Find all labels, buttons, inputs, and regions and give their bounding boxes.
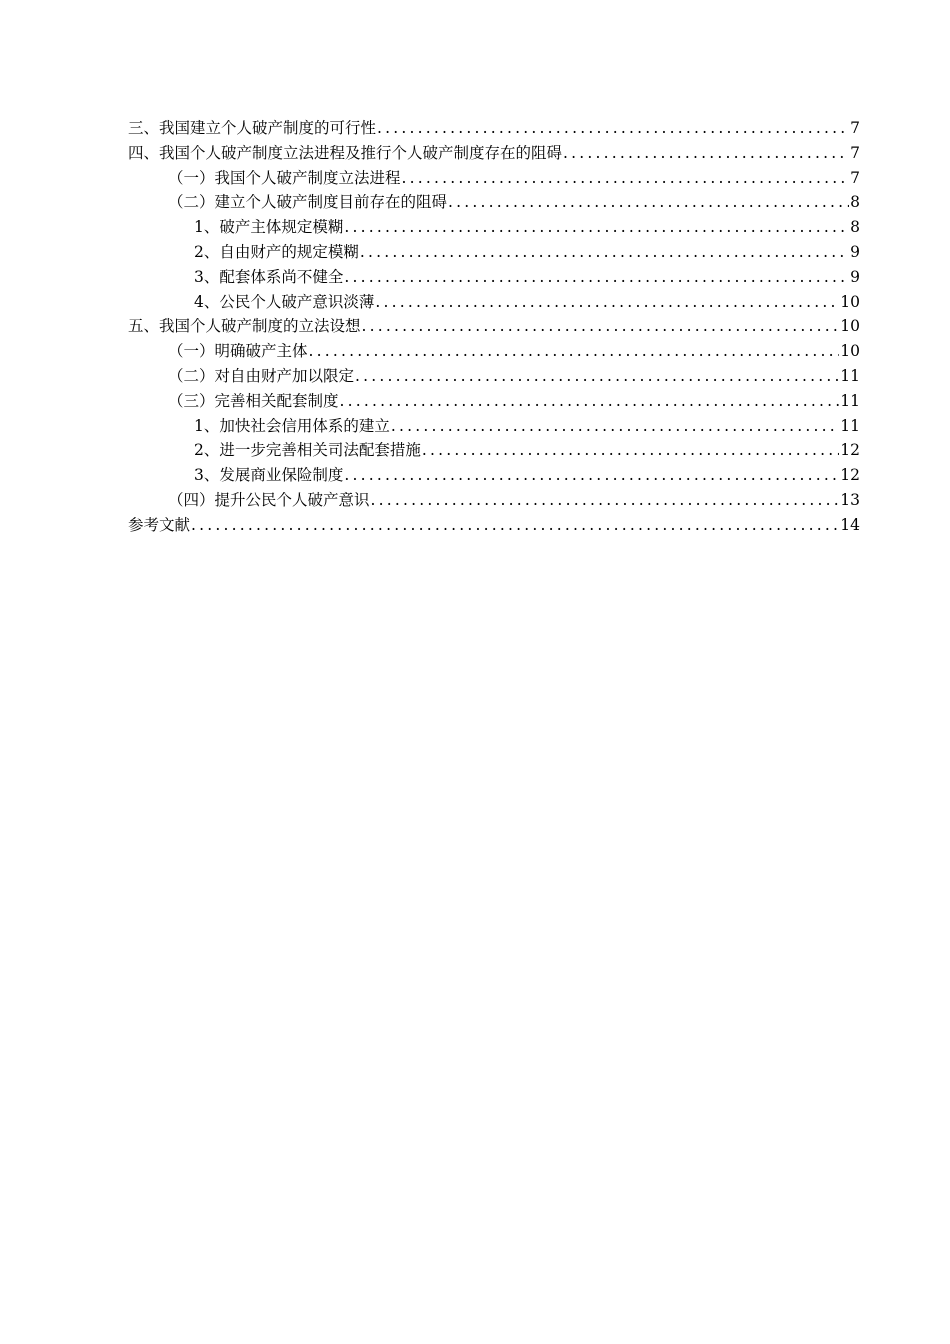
toc-entry-title: 1、加快社会信用体系的建立 — [194, 416, 390, 435]
toc-dot-leader — [309, 339, 840, 364]
toc-dot-leader — [422, 438, 839, 463]
toc-page-number: 7 — [850, 119, 860, 137]
toc-page-number: 10 — [840, 317, 860, 336]
toc-entry-title: （三）完善相关配套制度 — [168, 391, 339, 410]
toc-dot-leader — [360, 240, 849, 265]
toc-entry[interactable] — [128, 215, 860, 240]
toc-page-number: 8 — [850, 218, 860, 237]
toc-entry[interactable] — [128, 190, 860, 215]
toc-entry[interactable] — [128, 389, 860, 414]
toc-entry[interactable] — [128, 116, 860, 141]
toc-dot-leader — [344, 463, 839, 488]
toc-entry[interactable] — [128, 488, 860, 513]
toc-entry-title: 三、我国建立个人破产制度的可行性 — [128, 119, 377, 137]
toc-page-number: 12 — [840, 466, 860, 485]
toc-entry[interactable] — [128, 339, 860, 364]
toc-dot-leader — [191, 513, 839, 538]
toc-entry[interactable] — [128, 240, 860, 265]
toc-dot-leader — [391, 414, 839, 439]
toc-entry[interactable] — [128, 314, 860, 339]
toc-dot-leader — [402, 166, 850, 191]
toc-dot-leader — [377, 116, 849, 141]
toc-entry[interactable] — [128, 364, 860, 389]
toc-page-number: 7 — [850, 168, 860, 187]
toc-entry[interactable] — [128, 265, 860, 290]
toc-page-number: 11 — [840, 366, 860, 385]
toc-entry-title: 2、进一步完善相关司法配套措施 — [194, 441, 421, 460]
toc-page-number: 7 — [850, 143, 860, 162]
toc-entry-title: 参考文献 — [128, 515, 191, 534]
toc-entry-title: （二）对自由财产加以限定 — [168, 366, 355, 385]
toc-entry[interactable] — [128, 141, 860, 166]
toc-entry-title: 4、公民个人破产意识淡薄 — [194, 292, 375, 311]
toc-page-number: 9 — [850, 242, 860, 261]
toc-entry-title: 3、配套体系尚不健全 — [194, 267, 344, 286]
toc-page-number: 14 — [840, 515, 860, 534]
toc-entry[interactable] — [128, 166, 860, 191]
toc-entry[interactable] — [128, 463, 860, 488]
toc-entry-title: 五、我国个人破产制度的立法设想 — [128, 317, 361, 336]
table-of-contents — [128, 116, 860, 538]
toc-entry[interactable] — [128, 290, 860, 315]
toc-page-number: 11 — [840, 416, 860, 435]
toc-entry-title: 四、我国个人破产制度立法进程及推行个人破产制度存在的阻碍 — [128, 143, 563, 162]
toc-page-number: 10 — [840, 342, 860, 361]
toc-dot-leader — [371, 488, 840, 513]
toc-entry-title: （一）我国个人破产制度立法进程 — [168, 168, 401, 187]
toc-dot-leader — [344, 215, 849, 240]
toc-dot-leader — [344, 265, 849, 290]
toc-dot-leader — [448, 190, 849, 215]
toc-entry-title: 3、发展商业保险制度 — [194, 466, 344, 485]
toc-dot-leader — [375, 290, 839, 315]
toc-entry-title: （二）建立个人破产制度目前存在的阻碍 — [168, 193, 448, 212]
toc-entry-title: 1、破产主体规定模糊 — [194, 218, 344, 237]
toc-page-number: 9 — [850, 267, 860, 286]
toc-entry[interactable] — [128, 438, 860, 463]
toc-entry[interactable] — [128, 513, 860, 538]
toc-dot-leader — [362, 314, 840, 339]
toc-entry-title: 2、自由财产的规定模糊 — [194, 242, 359, 261]
toc-page-number: 8 — [850, 193, 860, 212]
toc-entry-title: （四）提升公民个人破产意识 — [168, 490, 370, 509]
toc-page-number: 10 — [840, 292, 860, 311]
toc-page-number: 12 — [840, 441, 860, 460]
toc-page-number: 11 — [840, 391, 860, 410]
toc-dot-leader — [355, 364, 839, 389]
toc-dot-leader — [563, 141, 849, 166]
toc-dot-leader — [340, 389, 840, 414]
toc-entry[interactable] — [128, 414, 860, 439]
toc-page-number: 13 — [840, 490, 860, 509]
toc-entry-title: （一）明确破产主体 — [168, 342, 308, 361]
